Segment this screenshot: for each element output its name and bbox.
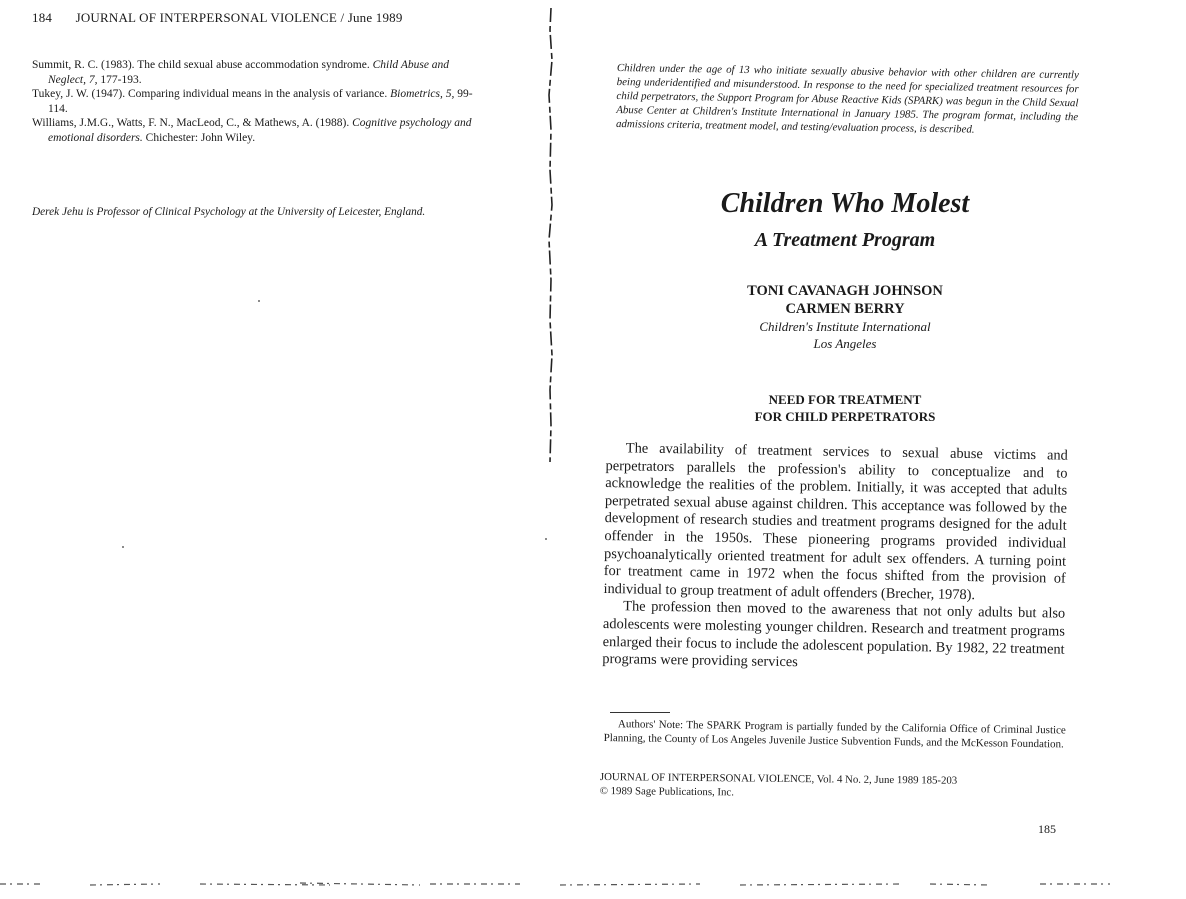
section-heading: NEED FOR TREATMENT FOR CHILD PERPETRATORS bbox=[754, 392, 936, 424]
author-name: TONI CAVANAGH JOHNSON bbox=[747, 283, 943, 299]
binding-gutter bbox=[535, 0, 565, 500]
reference-item: Tukey, J. W. (1947). Comparing individual means in the analysis of variance. Biometrics, 5, 99-114. bbox=[32, 88, 473, 115]
paragraph: The availability of treatment services to sexual abuse victims and perpetrators parallels the profession's ability to conceptualize and to acknowledge the realities of the problem. Initially, it was accepted that adults perpetrated sexual abuse against children. This acceptance was followed by the development of research studies and treatment programs designed for the adult offender in the 1950s. These pioneering programs provided individual psychoanalytically oriented treatment for adult sex offenders. A turning point for treatment came in 1972 when the focus shifted from the provision of individual to group treatment of adult offenders (Brecher, 1978). bbox=[603, 440, 1068, 603]
institution: Children's Institute International bbox=[759, 319, 931, 334]
right-page-number: 185 bbox=[1038, 822, 1056, 836]
left-page-number: 184 bbox=[32, 10, 53, 25]
scan-speck bbox=[258, 300, 260, 302]
authors-note: Authors' Note: The SPARK Program is partially funded by the California Office of Criminal Justice Planning, the County of Los Angeles Juvenile Justice Subvention Funds, and the McKesson Foundation. bbox=[603, 718, 1066, 750]
location: Los Angeles bbox=[813, 336, 877, 351]
scan-speck bbox=[545, 538, 547, 540]
article-subtitle: A Treatment Program bbox=[754, 229, 936, 251]
left-running-head bbox=[32, 10, 403, 26]
reference-item: Williams, J.M.G., Watts, F. N., MacLeod, C., & Mathews, A. (1988). Cognitive psychology and emotional disorders. Chichester: John Wiley. bbox=[32, 117, 472, 144]
footnote-rule bbox=[610, 712, 670, 713]
author-names bbox=[600, 282, 1090, 318]
scan-speck bbox=[122, 546, 124, 548]
author-affiliation bbox=[600, 318, 1090, 352]
scan-edge-noise bbox=[0, 878, 1186, 890]
paragraph: The profession then moved to the awareness that not only adults but also adolescents were molesting younger children. Research and treatment programs enlarged their focus to include the adolescent population. By 1982, 22 treatment programs were providing services bbox=[602, 598, 1066, 671]
author-name: CARMEN BERRY bbox=[785, 301, 905, 317]
author-bio: Derek Jehu is Professor of Clinical Psychology at the University of Leicester, England. bbox=[32, 206, 426, 218]
journal-citation bbox=[600, 771, 1070, 803]
article-abstract: Children under the age of 13 who initiate sexually abusive behavior with other children are currently being underidentified and misunderstood. In response to the need for specialized treatment resources for child perpetrators, the Support Program for Abuse Reactive Kids (SPARK) was begun in the Child Sexual Abuse Center at Children's Institute International in January 1985. The program format, including the admissions criteria, treatment model, and testing/evaluation process, is described. bbox=[615, 62, 1079, 136]
running-head-title: JOURNAL OF INTERPERSONAL VIOLENCE / June 1989 bbox=[75, 10, 403, 25]
copyright-line: © 1989 Sage Publications, Inc. bbox=[599, 784, 735, 798]
article-title: Children Who Molest bbox=[720, 188, 970, 219]
body-text bbox=[602, 440, 1068, 676]
reference-item: Summit, R. C. (1983). The child sexual abuse accommodation syndrome. Child Abuse and Neglect, 7, 177-193. bbox=[32, 59, 450, 86]
journal-line: JOURNAL OF INTERPERSONAL VIOLENCE, Vol. 4 No. 2, June 1989 185-203 bbox=[599, 771, 958, 787]
reference-list bbox=[32, 58, 484, 145]
